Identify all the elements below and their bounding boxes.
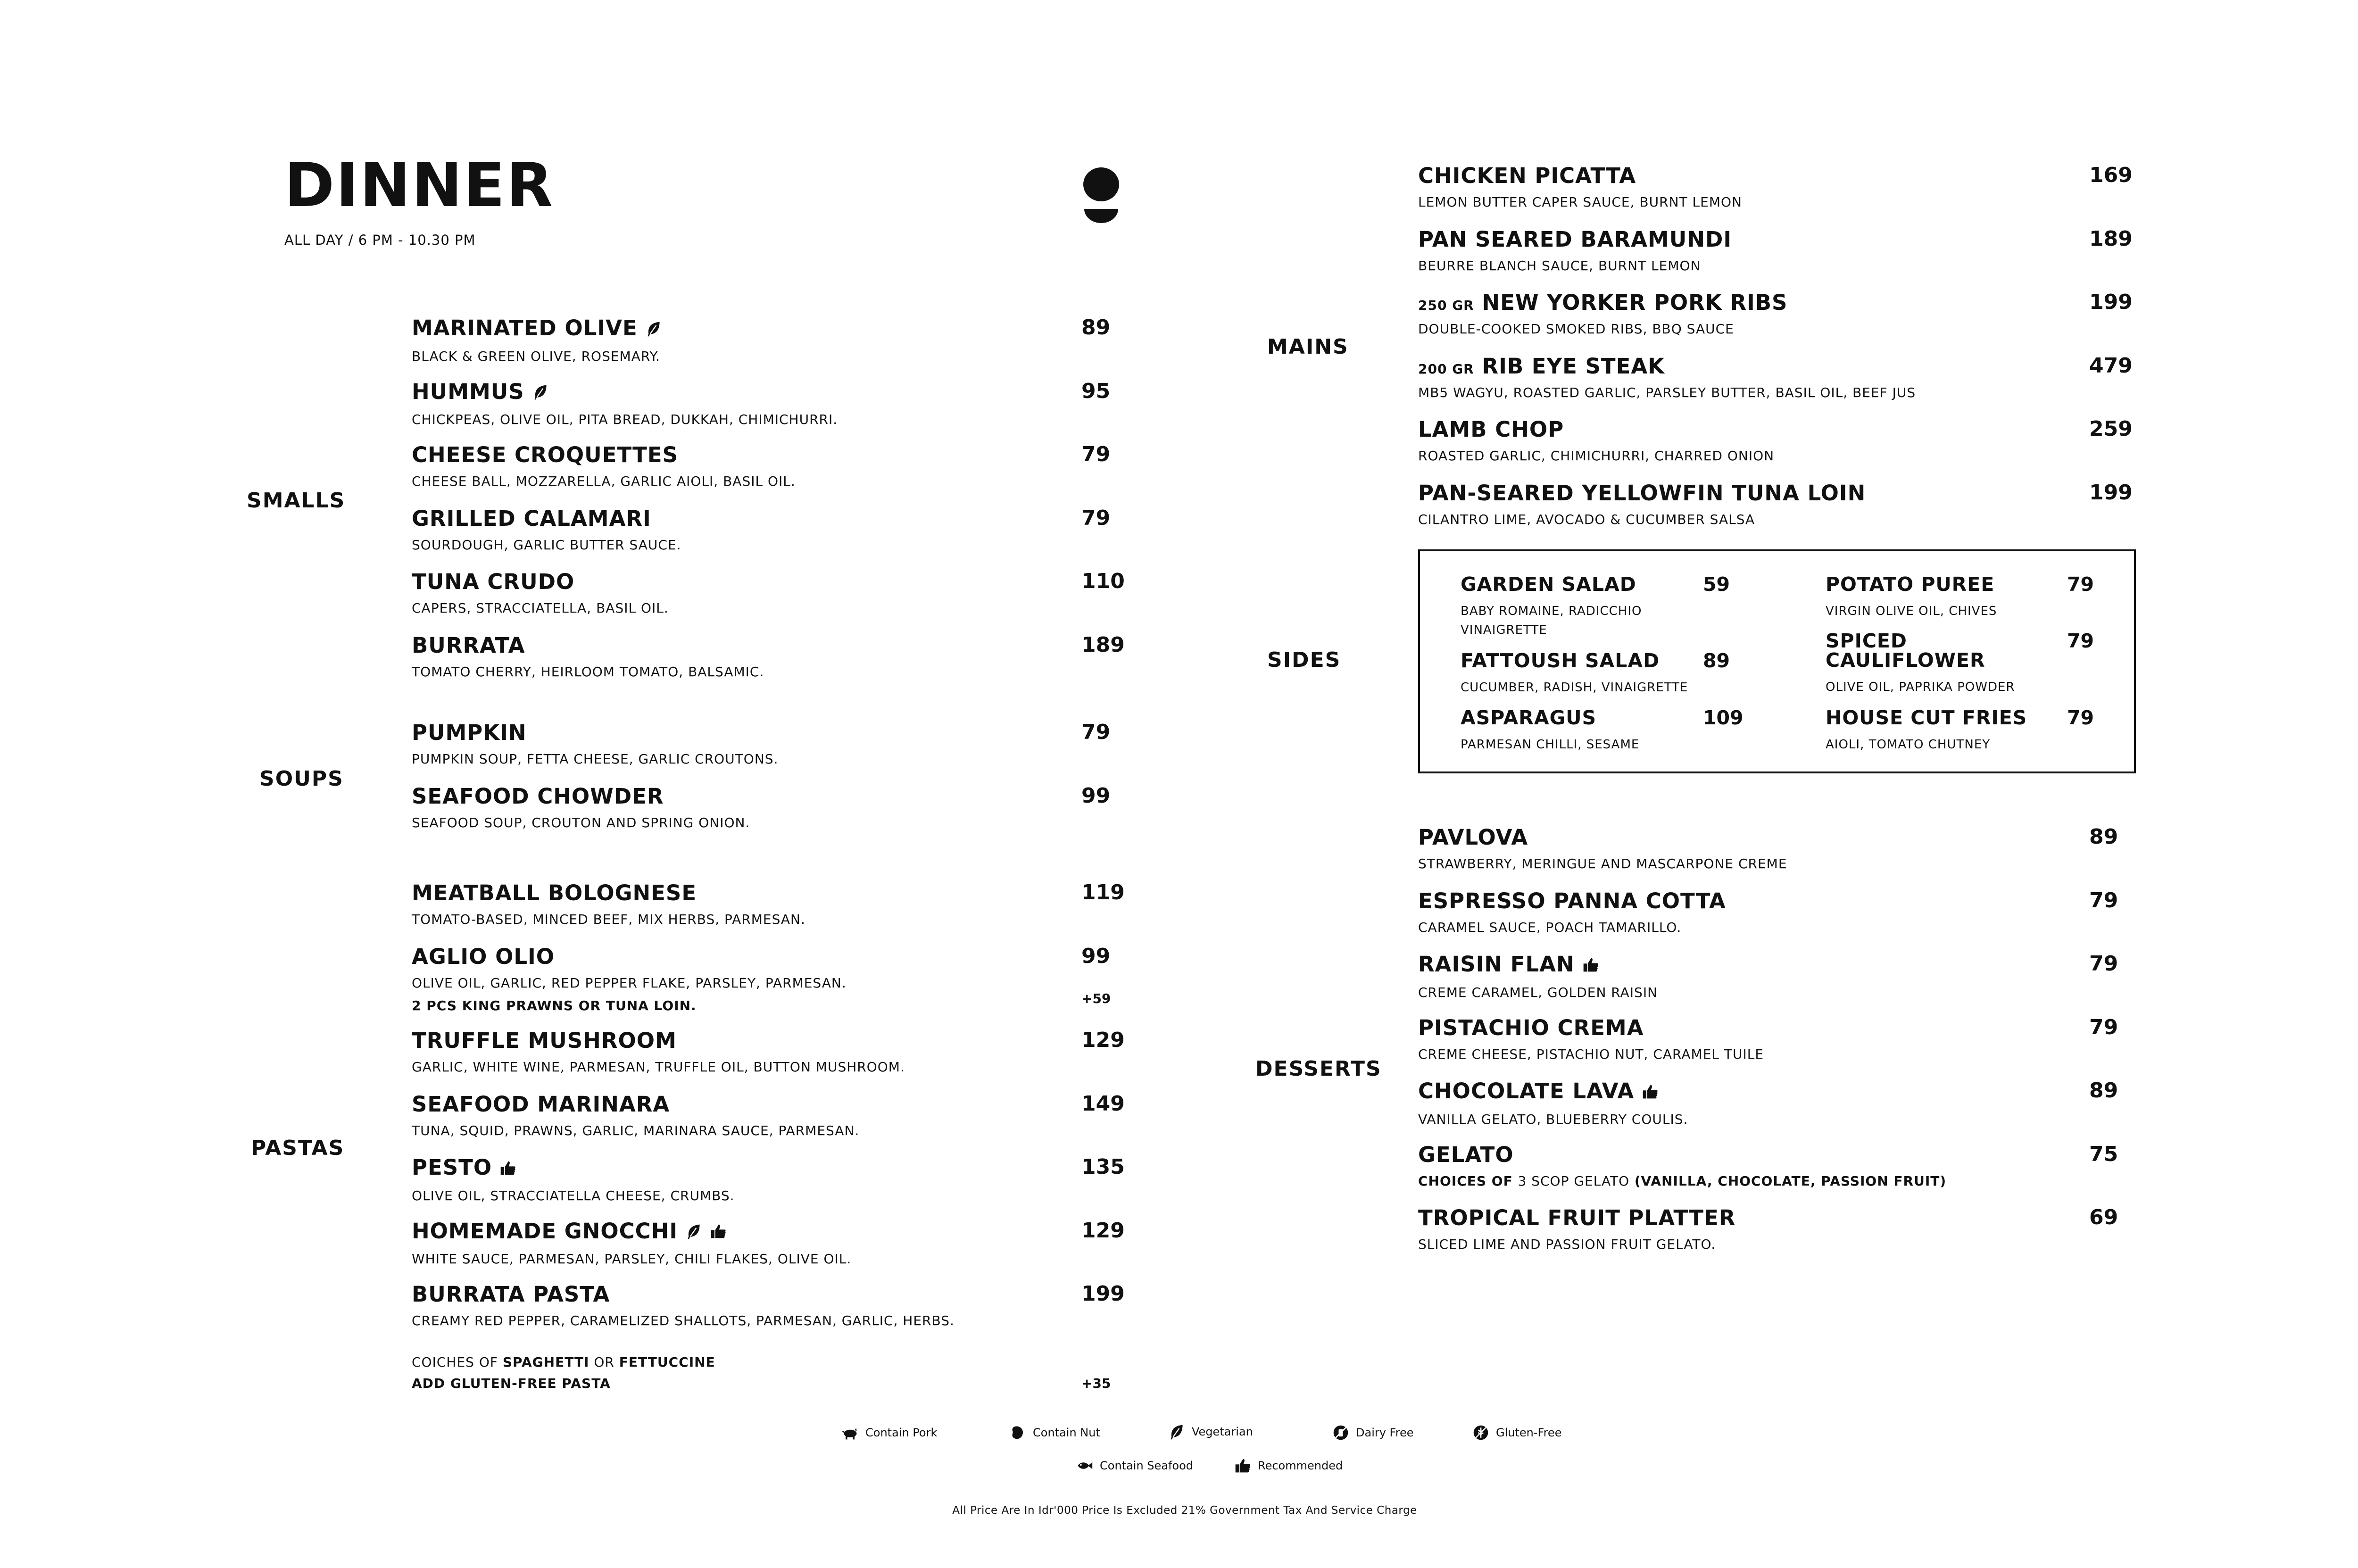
dish-name	[412, 1220, 851, 1244]
dish-name-text: SEAFOOD MARINARA	[412, 1091, 670, 1117]
dish-price: 169	[2089, 163, 2133, 187]
dish-description: DOUBLE-COOKED SMOKED RIBS, BBQ SAUCE	[1418, 321, 1734, 337]
recommended-icon	[1642, 1083, 1659, 1100]
recommended-marker	[1642, 1082, 1659, 1103]
smalls-item	[412, 508, 681, 552]
dish-description: TUNA, SQUID, PRAWNS, GARLIC, MARINARA SAUCE, PARMESAN.	[412, 1122, 860, 1138]
category-smalls: SMALLS	[247, 489, 346, 513]
legend-label: Vegetarian	[1192, 1425, 1253, 1438]
recommended-icon	[710, 1223, 727, 1240]
dish-name-text: ESPRESSO PANNA COTTA	[1418, 888, 1726, 913]
dish-price: 189	[2089, 226, 2133, 251]
side-description: BABY ROMAINE, RADICCHIO VINAIGRETTE	[1461, 604, 1642, 638]
side-description: VIRGIN OLIVE OIL, CHIVES	[1826, 604, 1997, 618]
vegetarian-marker	[532, 382, 549, 404]
dish-name-text: TROPICAL FRUIT PLATTER	[1418, 1205, 1736, 1230]
dish-name-text: CHOCOLATE LAVA	[1418, 1079, 1635, 1103]
dairy-free-icon	[1332, 1424, 1349, 1441]
dish-description: CAPERS, STRACCIATELLA, BASIL OIL.	[412, 600, 669, 616]
dish-name-text: HOMEMADE GNOCCHI	[412, 1218, 678, 1244]
dish-weight: 200 GR	[1418, 361, 1474, 377]
side-description: OLIVE OIL, PAPRIKA POWDER	[1826, 680, 2015, 694]
pastas-item	[412, 1284, 955, 1327]
side-price: 89	[1703, 649, 1730, 672]
dessert-item	[1418, 1144, 1946, 1188]
dish-description: CHEESE BALL, MOZZARELLA, GARLIC AIOLI, BASIL OIL.	[412, 473, 796, 489]
smalls-item	[412, 381, 838, 427]
vegetarian-icon	[532, 383, 549, 400]
dish-name-text: BURRATA PASTA	[412, 1282, 610, 1307]
soups-item	[412, 722, 778, 766]
side-item	[1461, 651, 1688, 697]
dish-name-text: PAN SEARED BARAMUNDI	[1418, 226, 1732, 252]
legend-item	[1168, 1423, 1253, 1440]
dish-name-text: AGLIO OLIO	[412, 944, 555, 969]
dish-price: 79	[1081, 442, 1111, 466]
side-item	[1461, 575, 1668, 640]
mains-item	[1418, 165, 1742, 209]
smalls-item	[412, 571, 669, 615]
dish-name-text: BURRATA	[412, 632, 525, 658]
dish-price: 89	[1081, 315, 1111, 340]
dish-price: 259	[2089, 417, 2133, 441]
dish-name	[412, 946, 847, 967]
dessert-item	[1418, 1080, 1688, 1126]
dish-name-text: MEATBALL BOLOGNESE	[412, 880, 697, 905]
side-price: 79	[2067, 630, 2094, 652]
dish-name-text: HUMMUS	[412, 379, 524, 404]
dish-name	[1418, 1207, 1735, 1228]
dish-name-text: NEW YORKER PORK RIBS	[1482, 290, 1788, 315]
side-price: 79	[2067, 706, 2094, 729]
dish-price: 129	[1081, 1028, 1125, 1052]
recommended-marker	[710, 1222, 727, 1243]
side-price: 79	[2067, 573, 2094, 596]
dish-price: 199	[2089, 480, 2133, 505]
service-hours: ALL DAY / 6 PM - 10.30 PM	[284, 232, 476, 248]
legend-label: Recommended	[1258, 1459, 1343, 1472]
dish-description: CREAMY RED PEPPER, CARAMELIZED SHALLOTS, PARMESAN, GARLIC, HERBS.	[412, 1313, 955, 1328]
side-price: 109	[1703, 706, 1744, 729]
pork-icon	[842, 1424, 859, 1441]
dessert-item	[1418, 827, 1787, 871]
vegetarian-icon	[645, 320, 662, 337]
legend-item	[1332, 1424, 1413, 1441]
dish-price: 89	[2089, 1079, 2118, 1103]
gluten-free-addon-price: +35	[1081, 1376, 1111, 1391]
dish-name	[412, 508, 681, 529]
legend-label: Gluten-Free	[1496, 1426, 1562, 1439]
sides-box	[1418, 549, 2136, 773]
dish-name-text: CHEESE CROQUETTES	[412, 442, 679, 467]
dish-description: MB5 WAGYU, ROASTED GARLIC, PARSLEY BUTTER, BASIL OIL, BEEF JUS	[1418, 384, 1916, 400]
recommended-icon	[1582, 956, 1599, 973]
dish-price: 199	[2089, 290, 2133, 314]
side-name: GARDEN SALAD	[1461, 573, 1636, 596]
pasta-choice-note	[412, 1354, 715, 1370]
dish-name	[1418, 890, 1726, 912]
dish-description: CARAMEL SAUCE, POACH TAMARILLO.	[1418, 919, 1682, 935]
legend-label: Contain Seafood	[1100, 1459, 1194, 1472]
side-name: SPICED CAULIFLOWER	[1826, 630, 1985, 672]
side-name: HOUSE CUT FRIES	[1826, 706, 2027, 729]
pastas-item	[412, 1157, 735, 1203]
dish-name-text: PAN-SEARED YELLOWFIN TUNA LOIN	[1418, 480, 1866, 506]
category-pastas: PASTAS	[251, 1136, 345, 1160]
dish-name	[412, 571, 669, 592]
legend-item	[1472, 1424, 1561, 1441]
dessert-item	[1418, 954, 1658, 999]
side-name: FATTOUSH SALAD	[1461, 649, 1660, 672]
dish-name-text: CHICKEN PICATTA	[1418, 163, 1636, 188]
dish-name	[1418, 353, 1916, 379]
page-title: DINNER	[284, 150, 555, 221]
dish-name	[412, 381, 838, 404]
category-soups: SOUPS	[259, 767, 344, 791]
category-mains: MAINS	[1267, 335, 1349, 359]
dish-description: SOURDOUGH, GARLIC BUTTER SAUCE.	[412, 537, 681, 553]
side-item	[1826, 575, 1997, 621]
dish-description: PUMPKIN SOUP, FETTA CHEESE, GARLIC CROUTONS.	[412, 751, 779, 767]
choice-or: OR	[594, 1354, 614, 1370]
dish-description: VANILLA GELATO, BLUEBERRY COULIS.	[1418, 1111, 1688, 1127]
side-name: POTATO PUREE	[1826, 573, 1995, 596]
dish-name-text: RIB EYE STEAK	[1482, 353, 1665, 379]
legend-item	[842, 1424, 937, 1441]
dish-name-text: PUMPKIN	[412, 720, 527, 745]
dish-name-text: RAISIN FLAN	[1418, 952, 1575, 977]
dish-name-text: TUNA CRUDO	[412, 569, 575, 594]
dish-description: TOMATO CHERRY, HEIRLOOM TOMATO, BALSAMIC.	[412, 664, 764, 680]
dish-description: OLIVE OIL, STRACCIATELLA CHEESE, CRUMBS.	[412, 1187, 735, 1203]
recommended-icon	[499, 1160, 516, 1177]
smalls-item	[412, 632, 764, 680]
legend-label: Dairy Free	[1356, 1426, 1414, 1439]
mains-item	[1418, 419, 1774, 463]
dish-price: 479	[2089, 353, 2133, 378]
dish-weight: 250 GR	[1418, 298, 1474, 313]
dish-name	[412, 882, 805, 904]
dish-price: 110	[1081, 569, 1125, 593]
dish-name	[412, 722, 778, 743]
legend-item	[1076, 1457, 1193, 1474]
legend-label: Contain Pork	[865, 1426, 938, 1439]
dish-description: TOMATO-BASED, MINCED BEEF, MIX HERBS, PARMESAN.	[412, 912, 805, 927]
side-name: ASPARAGUS	[1461, 706, 1597, 729]
dish-name	[1418, 226, 1732, 252]
side-item	[1826, 631, 2015, 697]
dish-description: OLIVE OIL, GARLIC, RED PEPPER FLAKE, PARSLEY, PARMESAN.	[412, 975, 847, 991]
side-price: 59	[1703, 573, 1730, 596]
pastas-item	[412, 882, 805, 926]
dish-name-text: TRUFFLE MUSHROOM	[412, 1028, 677, 1053]
dish-name-text: LAMB CHOP	[1418, 417, 1564, 442]
dish-addon-price: +59	[1081, 990, 1111, 1006]
vegetarian-icon	[685, 1223, 702, 1240]
dish-price: 189	[1081, 632, 1125, 657]
dish-description: CILANTRO LIME, AVOCADO & CUCUMBER SALSA	[1418, 511, 1755, 527]
gelato-flavours: (VANILLA, CHOCOLATE, PASSION FRUIT)	[1634, 1173, 1947, 1189]
pastas-item	[412, 1220, 851, 1266]
dish-name	[1418, 292, 1787, 313]
dish-name	[412, 1091, 859, 1117]
mains-item	[1418, 226, 1732, 274]
dish-price: 199	[1081, 1282, 1125, 1306]
dish-price: 79	[2089, 888, 2118, 913]
dish-name	[412, 783, 750, 809]
side-description: AIOLI, TOMATO CHUTNEY	[1826, 738, 1991, 752]
pastas-item	[412, 1091, 860, 1138]
dish-price: 79	[2089, 1015, 2118, 1039]
brand-logo	[1082, 167, 1120, 224]
pastas-item	[412, 1030, 905, 1074]
recommended-marker	[499, 1159, 516, 1180]
smalls-item	[412, 317, 662, 363]
dish-price: 79	[1081, 720, 1111, 744]
dish-name	[1418, 1144, 1946, 1165]
dish-price: 129	[1081, 1218, 1125, 1243]
gluten-free-addon: ADD GLUTEN-FREE PASTA	[412, 1376, 611, 1391]
choice-prefix: COICHES OF	[412, 1354, 498, 1370]
dish-name	[1418, 165, 1742, 186]
dish-description: STRAWBERRY, MERINGUE AND MASCARPONE CREME	[1418, 856, 1787, 871]
pastas-item	[412, 946, 847, 1012]
dish-description: SLICED LIME AND PASSION FRUIT GELATO.	[1418, 1236, 1716, 1252]
dish-name	[412, 1030, 905, 1051]
dessert-item	[1418, 890, 1726, 934]
dish-name	[1418, 827, 1787, 848]
dish-description: CHICKPEAS, OLIVE OIL, PITA BREAD, DUKKAH, CHIMICHURRI.	[412, 412, 838, 427]
smalls-item	[412, 444, 796, 488]
legend-label: Contain Nut	[1033, 1426, 1100, 1439]
gluten-free-icon	[1472, 1424, 1489, 1441]
mains-item	[1418, 482, 1866, 526]
choice-spaghetti: SPAGHETTI	[502, 1354, 590, 1370]
dish-name-text: PESTO	[412, 1155, 492, 1180]
seafood-icon	[1076, 1457, 1093, 1474]
side-item	[1826, 708, 2027, 754]
dish-description: GARLIC, WHITE WINE, PARMESAN, TRUFFLE OIL, BUTTON MUSHROOM.	[412, 1059, 905, 1075]
vegetarian-marker	[685, 1222, 702, 1243]
recommended-icon	[1234, 1457, 1251, 1474]
dish-name	[412, 1284, 955, 1305]
dish-addon: 2 PCS KING PRAWNS OR TUNA LOIN.	[412, 997, 697, 1013]
nut-icon	[1009, 1424, 1026, 1441]
category-sides: SIDES	[1267, 648, 1341, 672]
dish-description: WHITE SAUCE, PARMESAN, PARSLEY, CHILI FLAKES, OLIVE OIL.	[412, 1251, 852, 1267]
dish-price: 75	[2089, 1142, 2118, 1166]
dish-name-text: GRILLED CALAMARI	[412, 506, 651, 531]
dish-description: CREME CARAMEL, GOLDEN RAISIN	[1418, 984, 1658, 1000]
gelato-prefix: CHOICES OF	[1418, 1173, 1513, 1189]
mains-item	[1418, 353, 1916, 400]
dish-name-text: GELATO	[1418, 1142, 1514, 1167]
dish-name	[412, 632, 764, 658]
legend-item	[1234, 1457, 1343, 1474]
side-description: PARMESAN CHILLI, SESAME	[1461, 738, 1640, 752]
soups-item	[412, 783, 750, 830]
dish-name	[412, 317, 662, 340]
dish-price: 99	[1081, 944, 1111, 968]
dish-price: 135	[1081, 1155, 1125, 1179]
dish-price: 79	[2089, 952, 2118, 976]
gelato-choices	[1418, 1175, 1946, 1188]
dish-name	[412, 1157, 735, 1180]
dish-name	[412, 444, 796, 465]
side-description: CUCUMBER, RADISH, VINAIGRETTE	[1461, 680, 1688, 695]
dish-description: LEMON BUTTER CAPER SAUCE, BURNT LEMON	[1418, 194, 1742, 210]
dessert-item	[1418, 1017, 1764, 1061]
price-footnote: All Price Are In Idr'000 Price Is Excluded 21% Government Tax And Service Charge	[952, 1504, 1417, 1517]
dish-name	[1418, 419, 1774, 440]
vegetarian-marker	[645, 319, 662, 340]
recommended-marker	[1582, 955, 1599, 977]
dish-name-text: PAVLOVA	[1418, 825, 1528, 850]
legend-item	[1009, 1424, 1100, 1441]
dish-name-text: MARINATED OLIVE	[412, 315, 638, 340]
vegetarian-icon	[1168, 1423, 1185, 1440]
dish-name	[1418, 1080, 1688, 1103]
gelato-scoops: 3 SCOP GELATO	[1518, 1173, 1630, 1189]
choice-fettuccine: FETTUCCINE	[619, 1354, 715, 1370]
category-desserts: DESSERTS	[1255, 1057, 1382, 1081]
dish-description: CREME CHEESE, PISTACHIO NUT, CARAMEL TUILE	[1418, 1046, 1764, 1062]
dish-price: 119	[1081, 880, 1125, 904]
dish-name-text: SEAFOOD CHOWDER	[412, 783, 664, 809]
mains-item	[1418, 292, 1787, 336]
dish-description: BEURRE BLANCH SAUCE, BURNT LEMON	[1418, 257, 1701, 274]
dish-description: ROASTED GARLIC, CHIMICHURRI, CHARRED ONION	[1418, 448, 1775, 464]
dish-price: 79	[1081, 506, 1111, 530]
dish-name	[1418, 482, 1866, 504]
dish-description: BLACK & GREEN OLIVE, ROSEMARY.	[412, 348, 660, 364]
dish-price: 69	[2089, 1205, 2118, 1229]
side-item	[1461, 708, 1639, 754]
dessert-item	[1418, 1207, 1735, 1251]
dish-description: SEAFOOD SOUP, CROUTON AND SPRING ONION.	[412, 814, 750, 830]
dish-price: 89	[2089, 825, 2118, 849]
dish-name-text: PISTACHIO CREMA	[1418, 1015, 1644, 1040]
dish-price: 95	[1081, 379, 1111, 403]
dish-price: 149	[1081, 1091, 1125, 1116]
dish-price: 99	[1081, 783, 1111, 808]
dish-name	[1418, 1017, 1764, 1038]
dish-name	[1418, 954, 1658, 977]
